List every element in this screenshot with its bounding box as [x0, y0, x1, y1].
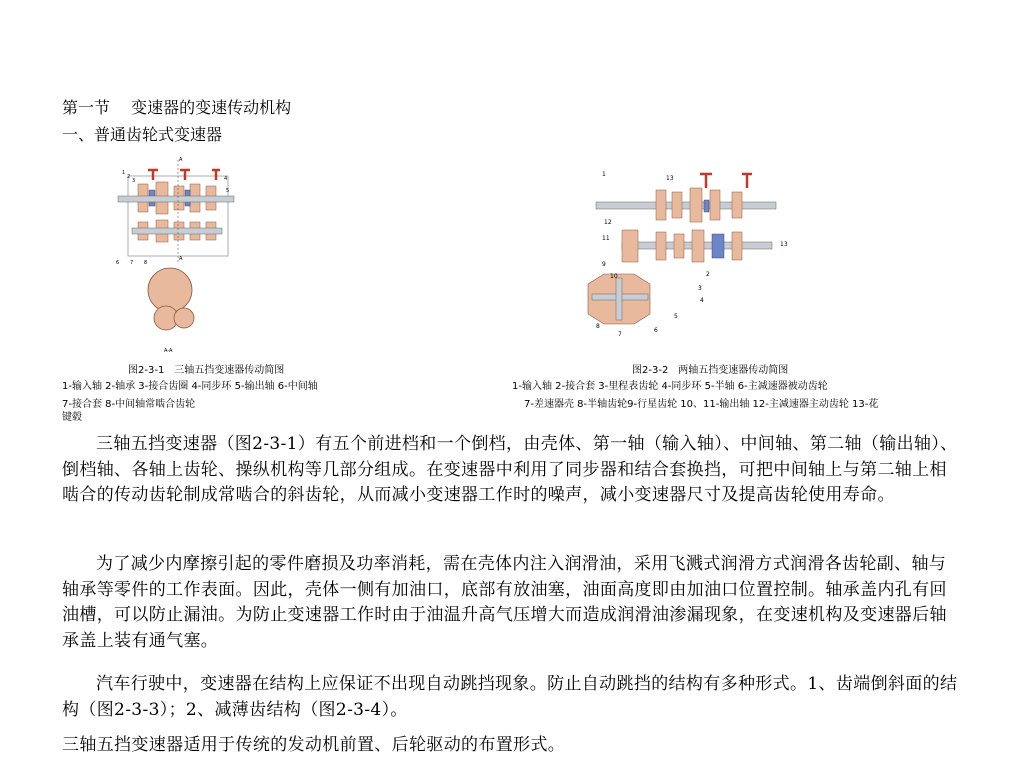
subsection-heading: 一、普通齿轮式变速器	[62, 125, 223, 144]
figure-2-3-2-legend-line-1: 1-输入轴 2-接合套 3-里程表齿轮 4-同步环 5-半轴 6-主减速器被动齿轮	[512, 381, 828, 392]
fig2-label-5: 5	[674, 313, 678, 320]
fig2-label-3: 3	[698, 285, 702, 292]
fig1-label-aa: A-A	[164, 348, 173, 354]
fig2-label-13-right: 13	[780, 241, 788, 248]
figure-2-3-2-caption: 图2-3-2 两轴五挡变速器传动简图	[632, 365, 789, 376]
figure-2-3-1-legend-line-1: 1-输入轴 2-轴承 3-接合齿圈 4-同步环 5-输出轴 6-中间轴	[62, 381, 318, 392]
fig1-label-8: 8	[144, 260, 148, 266]
fig2-label-4: 4	[700, 297, 704, 304]
fig1-label-7: 7	[130, 260, 134, 266]
fig1-label-4: 4	[224, 176, 228, 182]
fig1-label-3: 3	[132, 178, 136, 184]
body-paragraph-2: 为了减少内摩擦引起的零件磨损及功率消耗，需在壳体内注入润滑油，采用飞溅式润滑方式润滑各齿轮副、轴与轴承等零件的工作表面。因此，壳体一侧有加油口，底部有放油塞，油面高度即由加油口位置控制。轴承盖内孔有回油槽，可以防止漏油。为防止变速器工作时由于油温升高气压增大而造成润滑油渗漏现象，在变速机构及变速器后轴承盖上装有通气塞。	[62, 554, 947, 651]
body-paragraph-1: 三轴五挡变速器（图2-3-1）有五个前进档和一个倒档，由壳体、第一轴（输入轴）、中间轴、第二轴（输出轴）、倒档轴、各轴上齿轮、操纵机构等几部分组成。在变速器中利用了同步器和结合套换挡，可把中间轴上与第二轴上相啮合的传动齿轮制成常啮合的斜齿轮，从而减小变速器工作时的噪声，减小变速器尺寸及提高齿轮使用寿命。	[62, 434, 958, 506]
figure-2-3-1-diagram	[108, 156, 240, 358]
fig2-label-13-top: 13	[666, 175, 674, 182]
body-paragraph-3: 汽车行驶中，变速器在结构上应保证不出现自动跳挡现象。防止自动跳挡的结构有多种形式。1、齿端倒斜面的结构（图2-3-3）；2、减薄齿结构（图2-3-4）。	[62, 674, 958, 720]
fig2-label-2: 2	[706, 271, 710, 278]
fig2-label-11: 11	[602, 235, 610, 242]
fig2-label-12: 12	[604, 219, 612, 226]
fig2-label-1: 1	[602, 171, 606, 178]
fig1-label-1: 1	[122, 170, 126, 176]
fig2-label-10: 10	[610, 273, 618, 280]
fig1-label-section-top: A	[179, 157, 183, 163]
fig2-label-7: 7	[618, 331, 622, 338]
body-paragraph-4: 三轴五挡变速器适用于传统的发动机前置、后轮驱动的布置形式。	[62, 735, 566, 755]
figure-2-3-2-diagram	[582, 166, 798, 342]
fig1-label-5: 5	[226, 188, 230, 194]
fig1-label-section-bottom: A	[179, 256, 183, 262]
fig2-label-6: 6	[654, 327, 658, 334]
figure-2-3-1-caption: 图2-3-1 三轴五挡变速器传动简图	[128, 365, 285, 376]
fig2-label-8: 8	[596, 323, 600, 330]
figure-2-3-2-legend-line-3: 键毂	[62, 412, 82, 423]
fig1-label-6: 6	[116, 260, 120, 266]
section-heading: 第一节 变速器的变速传动机构	[62, 98, 292, 117]
fig1-label-2: 2	[127, 174, 131, 180]
fig2-label-9: 9	[602, 261, 606, 268]
figure-2-3-1-legend-line-2: 7-接合套 8-中间轴常啮合齿轮	[62, 399, 196, 410]
figure-2-3-2-legend-line-2: 7-差速器壳 8-半轴齿轮9-行星齿轮 10、11-输出轴 12-主减速器主动齿轮 13-花	[524, 399, 879, 410]
